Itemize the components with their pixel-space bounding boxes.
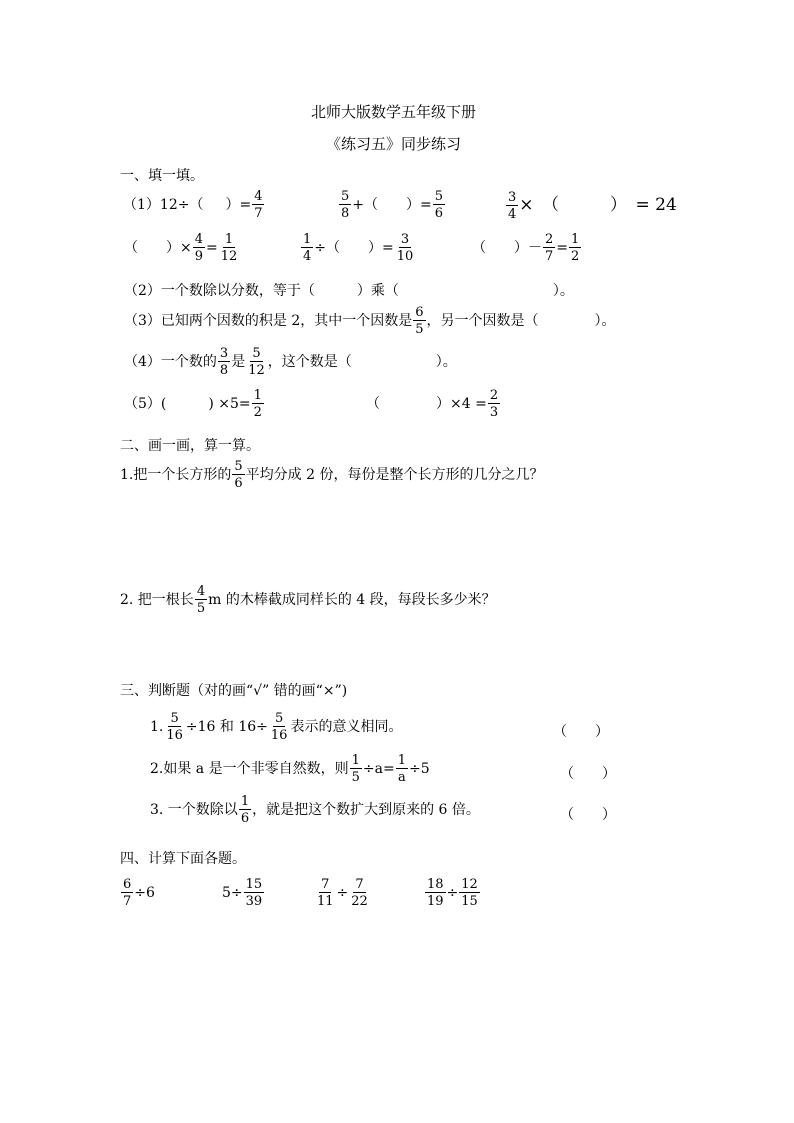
fraction: $\frac{1}{2}$	[571, 232, 580, 264]
q3-text: （3）已知两个因数的积是 2，其中一个因数是 $\frac{6}{5}$ ，另一个因数是（ ）。	[124, 305, 616, 337]
fraction: $\frac{15}{39}$	[245, 877, 263, 909]
fraction: $\frac{5}{16}$	[270, 711, 288, 743]
problem-2: 2. 把一根长 $\frac{4}{5}$ m 的木棒截成同样长的 4 段，每段长多少米？	[120, 584, 496, 616]
fraction: $\frac{1}{12}$	[220, 232, 238, 264]
fraction: $\frac{3}{4}$	[508, 189, 517, 222]
q2-text: （2）一个数除以分数，等于（ ）乘（ ）。	[124, 283, 574, 299]
q1-part-a: （1）12÷（ ）= $\frac{4}{7}$	[123, 189, 263, 221]
page-subtitle: 《练习五》同步练习	[326, 135, 462, 153]
page-title: 北师大版数学五年级下册	[311, 103, 477, 121]
fraction: $\frac{12}{15}$	[461, 877, 478, 909]
fraction: $\frac{2}{3}$	[489, 388, 499, 420]
fraction: $\frac{1}{2}$	[253, 388, 262, 420]
section3-heading: 三、判断题（对的画“√” 错的画“×”)	[120, 683, 348, 699]
fraction: $\frac{3}{8}$	[219, 346, 229, 378]
q5-part-b: （ ）×4 = $\frac{2}{3}$	[366, 388, 499, 420]
judge-3-answer-paren[interactable]: （ ）	[560, 807, 616, 823]
judge-2-answer-paren[interactable]: （ ）	[560, 766, 616, 782]
q5-part-a: （5）( ) ×5= $\frac{1}{2}$	[124, 388, 262, 420]
judge-1: 1. $\frac{5}{16}$ ÷16 和 16÷ $\frac{5}{16}$ 表示的意义相同。	[150, 711, 403, 743]
fraction: $\frac{6}{5}$	[415, 305, 424, 337]
fraction: $\frac{1}{5}$	[351, 753, 360, 785]
fraction: $\frac{1}{4}$	[303, 232, 312, 264]
q1-part-c: $\frac{3}{4}$ × （ ） = 24	[508, 189, 677, 222]
q1b-part-c: （ ）－ $\frac{2}{7}$ = $\frac{1}{2}$	[472, 232, 580, 264]
fraction: $\frac{4}{7}$	[254, 189, 263, 221]
fraction: $\frac{4}{9}$	[194, 232, 204, 264]
fraction: $\frac{5}{6}$	[434, 189, 444, 221]
fraction: $\frac{18}{19}$	[427, 877, 444, 909]
q1b-part-a: （ ）× $\frac{4}{9}$ = $\frac{1}{12}$	[124, 232, 238, 264]
calc-4: $\frac{18}{19}$ ÷ $\frac{12}{15}$	[427, 877, 478, 909]
fraction: $\frac{1}{6}$	[240, 794, 250, 826]
calc-1: $\frac{6}{7}$ ÷6	[123, 877, 155, 909]
q1-part-b: $\frac{5}{8}$ +（ ）= $\frac{5}{6}$	[341, 189, 444, 221]
fraction: $\frac{7}{22}$	[351, 877, 368, 909]
fraction: $\frac{5}{6}$	[234, 459, 243, 491]
section2-heading: 二、画一画，算一算。	[120, 438, 260, 454]
fraction: $\frac{6}{7}$	[123, 877, 132, 909]
judge-3: 3. 一个数除以 $\frac{1}{6}$ ，就是把这个数扩大到原来的 6 倍。	[150, 794, 480, 826]
fraction: $\frac{1}{a}$	[397, 753, 406, 785]
judge-1-answer-paren[interactable]: （ ）	[553, 724, 609, 740]
fraction: $\frac{5}{8}$	[341, 189, 350, 221]
q1b-part-b: $\frac{1}{4}$ ÷（ ）= $\frac{3}{10}$	[303, 232, 414, 264]
fraction: $\frac{7}{11}$	[317, 877, 334, 909]
calc-3: $\frac{7}{11}$ ÷ $\frac{7}{22}$	[317, 877, 368, 909]
fraction: $\frac{5}{16}$	[166, 711, 183, 743]
section1-heading: 一、填一填。	[120, 168, 204, 184]
fraction: $\frac{2}{7}$	[545, 232, 554, 264]
section4-heading: 四、计算下面各题。	[120, 851, 246, 867]
judge-2: 2.如果 a 是一个非零自然数，则 $\frac{1}{5}$ ÷a= $\frac{1}{a}$ ÷5	[150, 753, 430, 785]
fraction: $\frac{3}{10}$	[396, 232, 414, 264]
fraction: $\frac{4}{5}$	[196, 584, 206, 616]
calc-2: 5÷ $\frac{15}{39}$	[222, 877, 263, 909]
q4-text: （4）一个数的 $\frac{3}{8}$ 是 $\frac{5}{12}$ ，这个数是（ ）。	[124, 346, 457, 378]
fraction: $\frac{5}{12}$	[248, 346, 265, 378]
problem-1: 1.把一个长方形的 $\frac{5}{6}$ 平均分成 2 份，每份是整个长方形的几分之几？	[120, 459, 544, 491]
